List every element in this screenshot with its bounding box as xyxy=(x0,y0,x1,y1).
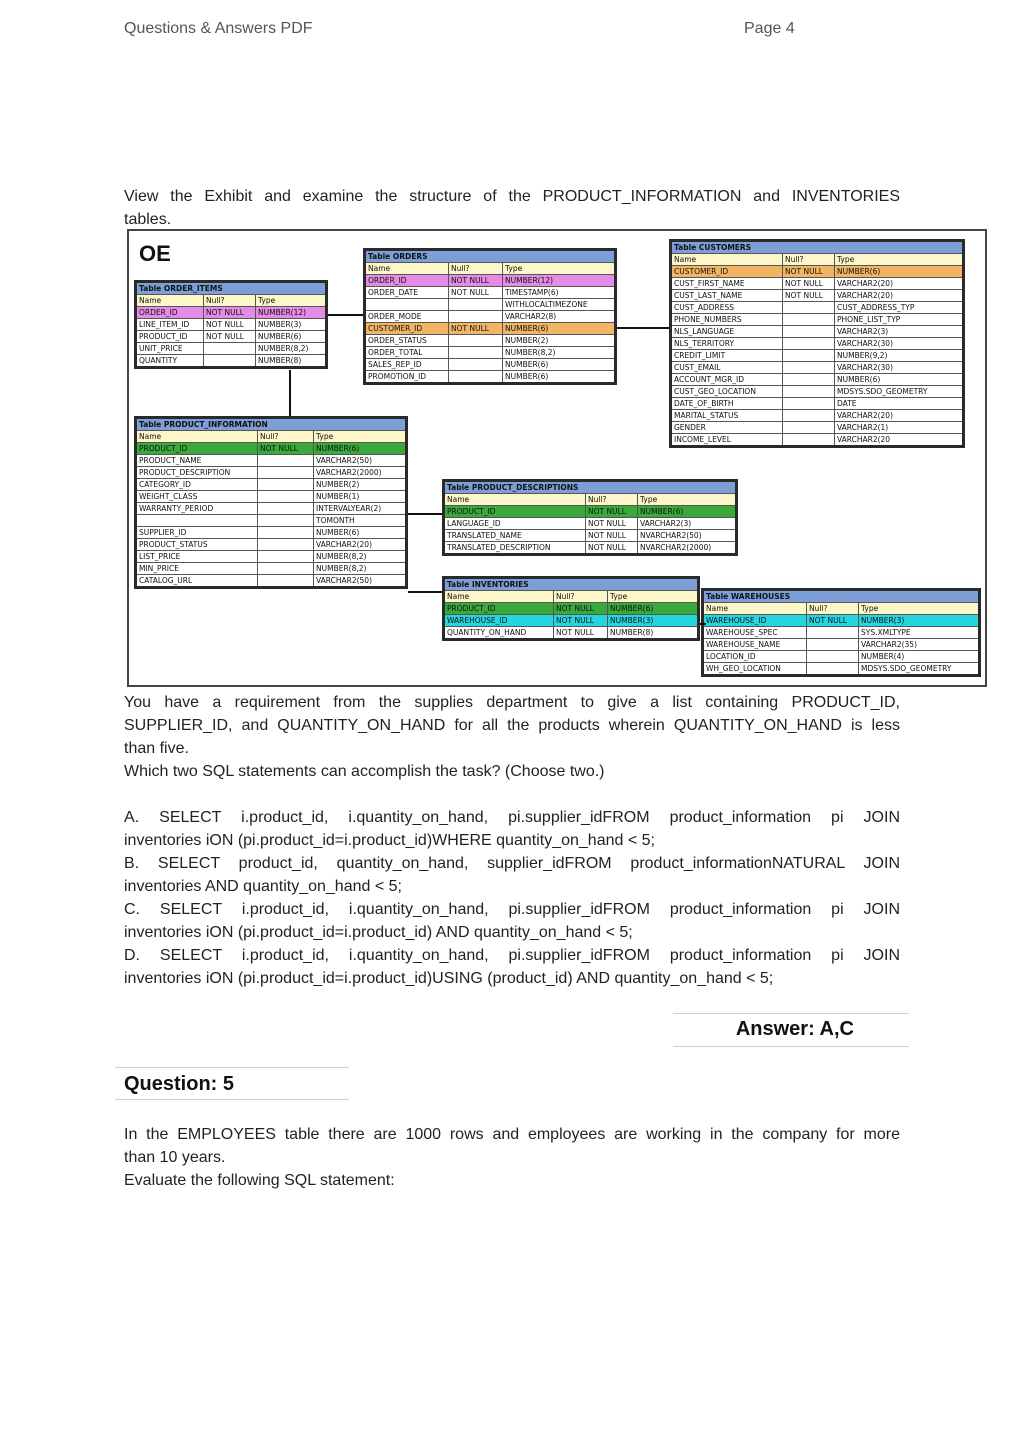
table-cell: NUMBER(6) xyxy=(503,359,616,371)
table-cell: QUANTITY_ON_HAND xyxy=(444,627,554,640)
table-cell xyxy=(783,302,835,314)
table-cell: ORDER_DATE xyxy=(365,287,449,299)
table-cell xyxy=(365,299,449,311)
col-header: Null? xyxy=(204,295,256,307)
question-5-text xyxy=(124,1123,900,1192)
table-cell xyxy=(258,563,314,575)
table-cell: MDSYS.SDO_GEOMETRY xyxy=(859,663,980,676)
table-cell: CREDIT_LIMIT xyxy=(671,350,783,362)
table-cell xyxy=(783,374,835,386)
table-cell xyxy=(449,335,503,347)
table-cell: PRODUCT_ID xyxy=(444,506,586,518)
table-cell: GENDER xyxy=(671,422,783,434)
table-cell xyxy=(258,527,314,539)
table-cell: NOT NULL xyxy=(554,627,608,640)
table-cell: NOT NULL xyxy=(807,615,859,627)
table-cell: VARCHAR2(30) xyxy=(835,362,964,374)
col-header: Name xyxy=(671,254,783,266)
requirement-line-1: You have a requirement from the supplies department to give a list containing PRODUCT_ID, xyxy=(124,694,900,711)
table-cell xyxy=(258,467,314,479)
table-cell xyxy=(258,479,314,491)
col-header: Type xyxy=(503,263,616,275)
table-cell: TRANSLATED_NAME xyxy=(444,530,586,542)
table-cell: VARCHAR2(20) xyxy=(835,278,964,290)
col-header: Null? xyxy=(449,263,503,275)
table-cell: WAREHOUSE_ID xyxy=(444,615,554,627)
table-cell: NUMBER(2) xyxy=(503,335,616,347)
requirement-line-3: than five. xyxy=(124,740,189,757)
table-cell: NLS_TERRITORY xyxy=(671,338,783,350)
table-cell: NOT NULL xyxy=(449,287,503,299)
table-cell: NOT NULL xyxy=(204,331,256,343)
table-cell: PROMOTION_ID xyxy=(365,371,449,384)
table-cell: LANGUAGE_ID xyxy=(444,518,586,530)
table-cell: WEIGHT_CLASS xyxy=(136,491,258,503)
table-cell: NOT NULL xyxy=(783,266,835,278)
option-c-line-1: C. SELECT i.product_id, i.quantity_on_hand, pi.supplier_idFROM product_information pi JOIN xyxy=(124,901,900,918)
table-cell xyxy=(258,491,314,503)
table-cell: CUST_GEO_LOCATION xyxy=(671,386,783,398)
table-cell: VARCHAR2(20) xyxy=(835,410,964,422)
table-cell: CATALOG_URL xyxy=(136,575,258,588)
table-cell: CUSTOMER_ID xyxy=(365,323,449,335)
table-cell xyxy=(204,355,256,368)
table-cell: ORDER_MODE xyxy=(365,311,449,323)
table-caption: Table CUSTOMERS xyxy=(671,241,964,254)
col-header: Type xyxy=(638,494,737,506)
table-caption: Table WAREHOUSES xyxy=(703,590,980,603)
table-cell xyxy=(783,422,835,434)
table-cell: VARCHAR2(3) xyxy=(638,518,737,530)
table-cell: VARCHAR2(2000) xyxy=(314,467,407,479)
intro-line-2: tables. xyxy=(124,211,172,228)
table-cell xyxy=(807,627,859,639)
table-cell: ORDER_ID xyxy=(365,275,449,287)
table-cell: NOT NULL xyxy=(586,506,638,518)
option-b-line-1: B. SELECT product_id, quantity_on_hand, supplier_idFROM product_informationNATURAL JOIN xyxy=(124,855,900,872)
table-cell: PHONE_NUMBERS xyxy=(671,314,783,326)
table-cell xyxy=(783,362,835,374)
table-cell: NOT NULL xyxy=(449,275,503,287)
answer-box xyxy=(673,1013,909,1047)
table-cell: NUMBER(6) xyxy=(835,374,964,386)
question-5-line-3: Evaluate the following SQL statement: xyxy=(124,1172,395,1189)
table-cell: VARCHAR2(50) xyxy=(314,455,407,467)
table-cell: DATE_OF_BIRTH xyxy=(671,398,783,410)
table-cell: WITHLOCALTIMEZONE xyxy=(503,299,616,311)
col-header: Null? xyxy=(554,591,608,603)
table-cell xyxy=(449,359,503,371)
col-header: Null? xyxy=(807,603,859,615)
table-cell: NUMBER(6) xyxy=(314,443,407,455)
table-cell: NUMBER(8) xyxy=(608,627,699,640)
table-warehouses xyxy=(701,588,981,677)
intro-text xyxy=(124,185,900,231)
table-cell: PRODUCT_ID xyxy=(136,331,204,343)
table-cell: CUST_LAST_NAME xyxy=(671,290,783,302)
table-cell: MIN_PRICE xyxy=(136,563,258,575)
table-cell: NOT NULL xyxy=(204,319,256,331)
table-cell: NOT NULL xyxy=(783,290,835,302)
table-cell: PRODUCT_STATUS xyxy=(136,539,258,551)
table-product-information xyxy=(134,416,408,589)
table-caption: Table INVENTORIES xyxy=(444,578,699,591)
table-cell xyxy=(258,575,314,588)
table-cell xyxy=(783,326,835,338)
table-cell: LINE_ITEM_ID xyxy=(136,319,204,331)
table-cell: CUST_EMAIL xyxy=(671,362,783,374)
table-cell: NUMBER(12) xyxy=(503,275,616,287)
option-d-line-1: D. SELECT i.product_id, i.quantity_on_hand, pi.supplier_idFROM product_information pi JOIN xyxy=(124,947,900,964)
table-cell: NUMBER(6) xyxy=(314,527,407,539)
table-cell: NUMBER(8,2) xyxy=(314,563,407,575)
table-cell xyxy=(807,639,859,651)
table-cell xyxy=(449,299,503,311)
table-cell: ORDER_TOTAL xyxy=(365,347,449,359)
table-product-descriptions xyxy=(442,479,738,556)
col-header: Name xyxy=(444,494,586,506)
table-cell: SUPPLIER_ID xyxy=(136,527,258,539)
table-cell: WH_GEO_LOCATION xyxy=(703,663,807,676)
table-cell: VARCHAR2(3) xyxy=(835,326,964,338)
table-cell: QUANTITY xyxy=(136,355,204,368)
table-caption: Table ORDERS xyxy=(365,250,616,263)
table-cell: DATE xyxy=(835,398,964,410)
table-cell: NUMBER(6) xyxy=(503,323,616,335)
table-cell: PRODUCT_DESCRIPTION xyxy=(136,467,258,479)
table-cell: NUMBER(3) xyxy=(608,615,699,627)
table-cell: MDSYS.SDO_GEOMETRY xyxy=(835,386,964,398)
table-cell: NUMBER(2) xyxy=(314,479,407,491)
table-cell xyxy=(449,347,503,359)
table-caption: Table ORDER_ITEMS xyxy=(136,282,327,295)
table-cell xyxy=(136,515,258,527)
table-cell: NUMBER(12) xyxy=(256,307,327,319)
header-title: Questions & Answers PDF xyxy=(124,20,313,37)
table-cell xyxy=(783,410,835,422)
table-cell: NOT NULL xyxy=(204,307,256,319)
table-cell: NUMBER(4) xyxy=(859,651,980,663)
question-5-line-2: than 10 years. xyxy=(124,1149,226,1166)
table-cell: NVARCHAR2(50) xyxy=(638,530,737,542)
table-caption: Table PRODUCT_DESCRIPTIONS xyxy=(444,481,737,494)
table-cell: NOT NULL xyxy=(449,323,503,335)
table-cell: NOT NULL xyxy=(586,518,638,530)
answer-options xyxy=(124,806,900,990)
table-cell: VARCHAR2(20) xyxy=(314,539,407,551)
table-cell: ACCOUNT_MGR_ID xyxy=(671,374,783,386)
table-cell: LIST_PRICE xyxy=(136,551,258,563)
table-cell xyxy=(258,503,314,515)
table-cell xyxy=(807,663,859,676)
table-cell: CUST_ADDRESS xyxy=(671,302,783,314)
table-cell: SYS.XMLTYPE xyxy=(859,627,980,639)
table-cell: NUMBER(8,2) xyxy=(314,551,407,563)
relation-line xyxy=(700,623,706,625)
table-cell xyxy=(783,350,835,362)
table-cell: WAREHOUSE_SPEC xyxy=(703,627,807,639)
table-cell: NUMBER(6) xyxy=(503,371,616,384)
table-cell: PHONE_LIST_TYP xyxy=(835,314,964,326)
table-cell: NUMBER(8,2) xyxy=(256,343,327,355)
table-cell: NUMBER(6) xyxy=(608,603,699,615)
col-header: Type xyxy=(314,431,407,443)
table-cell: NUMBER(3) xyxy=(859,615,980,627)
table-cell: VARCHAR2(1) xyxy=(835,422,964,434)
requirement-line-2: SUPPLIER_ID, and QUANTITY_ON_HAND for all the products wherein QUANTITY_ON_HAND is less xyxy=(124,717,900,734)
table-cell: NUMBER(6) xyxy=(835,266,964,278)
schema-label: OE xyxy=(139,241,171,266)
col-header: Name xyxy=(703,603,807,615)
requirement-line-4: Which two SQL statements can accomplish the task? (Choose two.) xyxy=(124,763,605,780)
schema-exhibit xyxy=(127,229,987,687)
table-cell xyxy=(807,651,859,663)
table-cell: TIMESTAMP(6) xyxy=(503,287,616,299)
table-cell: NOT NULL xyxy=(783,278,835,290)
table-cell: PRODUCT_ID xyxy=(444,603,554,615)
option-d-line-2: inventories iON (pi.product_id=i.product_id)USING (product_id) AND quantity_on_hand < 5; xyxy=(124,970,774,987)
col-header: Type xyxy=(608,591,699,603)
relation-line xyxy=(289,370,291,416)
relation-line xyxy=(617,327,669,329)
table-cell xyxy=(258,551,314,563)
table-cell: VARCHAR2(50) xyxy=(314,575,407,588)
table-cell: NOT NULL xyxy=(554,615,608,627)
table-cell: NUMBER(6) xyxy=(256,331,327,343)
col-header: Name xyxy=(444,591,554,603)
table-cell xyxy=(449,311,503,323)
table-cell: VARCHAR2(35) xyxy=(859,639,980,651)
option-a-line-1: A. SELECT i.product_id, i.quantity_on_hand, pi.supplier_idFROM product_information pi JOIN xyxy=(124,809,900,826)
table-cell xyxy=(449,371,503,384)
table-cell: CUST_FIRST_NAME xyxy=(671,278,783,290)
table-cell: INTERVALYEAR(2) xyxy=(314,503,407,515)
option-b-line-2: inventories AND quantity_on_hand < 5; xyxy=(124,878,402,895)
table-cell: NVARCHAR2(2000) xyxy=(638,542,737,555)
table-cell: NOT NULL xyxy=(586,530,638,542)
table-cell xyxy=(204,343,256,355)
table-cell xyxy=(258,515,314,527)
table-cell: INCOME_LEVEL xyxy=(671,434,783,447)
requirement-text xyxy=(124,691,900,783)
table-inventories xyxy=(442,576,700,641)
table-order-items xyxy=(134,280,328,369)
table-cell: NOT NULL xyxy=(554,603,608,615)
relation-line xyxy=(408,591,442,593)
page-number: Page 4 xyxy=(744,20,795,37)
table-cell: WARRANTY_PERIOD xyxy=(136,503,258,515)
table-cell xyxy=(783,386,835,398)
table-cell: PRODUCT_NAME xyxy=(136,455,258,467)
table-cell: NUMBER(6) xyxy=(638,506,737,518)
col-header: Name xyxy=(136,295,204,307)
table-cell: NUMBER(9,2) xyxy=(835,350,964,362)
table-cell: TRANSLATED_DESCRIPTION xyxy=(444,542,586,555)
answer-text: Answer: A,C xyxy=(735,1018,854,1040)
table-cell: PRODUCT_ID xyxy=(136,443,258,455)
table-cell: WAREHOUSE_NAME xyxy=(703,639,807,651)
relation-line xyxy=(408,513,442,515)
table-cell xyxy=(783,338,835,350)
table-cell: NOT NULL xyxy=(258,443,314,455)
col-header: Type xyxy=(256,295,327,307)
table-cell: NUMBER(8) xyxy=(256,355,327,368)
table-customers xyxy=(669,239,965,448)
table-cell: ORDER_STATUS xyxy=(365,335,449,347)
col-header: Type xyxy=(835,254,964,266)
table-cell: UNIT_PRICE xyxy=(136,343,204,355)
table-cell: CUST_ADDRESS_TYP xyxy=(835,302,964,314)
question-5-line-1: In the EMPLOYEES table there are 1000 rows and employees are working in the company for more xyxy=(124,1126,900,1143)
table-cell: NUMBER(1) xyxy=(314,491,407,503)
table-cell: LOCATION_ID xyxy=(703,651,807,663)
question-heading xyxy=(115,1067,349,1100)
table-cell: MARITAL_STATUS xyxy=(671,410,783,422)
table-orders xyxy=(363,248,617,385)
table-cell: NUMBER(8,2) xyxy=(503,347,616,359)
table-cell xyxy=(258,539,314,551)
table-cell: VARCHAR2(20 xyxy=(835,434,964,447)
table-cell: SALES_REP_ID xyxy=(365,359,449,371)
col-header: Null? xyxy=(783,254,835,266)
relation-line xyxy=(328,314,363,316)
col-header: Null? xyxy=(258,431,314,443)
table-cell: CUSTOMER_ID xyxy=(671,266,783,278)
table-cell: VARCHAR2(20) xyxy=(835,290,964,302)
table-cell: CATEGORY_ID xyxy=(136,479,258,491)
table-cell xyxy=(783,398,835,410)
col-header: Name xyxy=(136,431,258,443)
table-cell xyxy=(783,314,835,326)
question-title: Question: 5 xyxy=(124,1073,235,1095)
col-header: Name xyxy=(365,263,449,275)
option-c-line-2: inventories iON (pi.product_id=i.product_id) AND quantity_on_hand < 5; xyxy=(124,924,633,941)
table-cell: VARCHAR2(8) xyxy=(503,311,616,323)
col-header: Type xyxy=(859,603,980,615)
table-cell: VARCHAR2(30) xyxy=(835,338,964,350)
table-cell: ORDER_ID xyxy=(136,307,204,319)
table-cell xyxy=(783,434,835,447)
table-cell: TOMONTH xyxy=(314,515,407,527)
table-cell: NOT NULL xyxy=(586,542,638,555)
option-a-line-2: inventories iON (pi.product_id=i.product_id)WHERE quantity_on_hand < 5; xyxy=(124,832,655,849)
intro-line-1: View the Exhibit and examine the structure of the PRODUCT_INFORMATION and INVENTORIES xyxy=(124,188,900,205)
col-header: Null? xyxy=(586,494,638,506)
table-cell: NLS_LANGUAGE xyxy=(671,326,783,338)
table-caption: Table PRODUCT_INFORMATION xyxy=(136,418,407,431)
table-cell: NUMBER(3) xyxy=(256,319,327,331)
table-cell: WAREHOUSE_ID xyxy=(703,615,807,627)
table-cell xyxy=(258,455,314,467)
